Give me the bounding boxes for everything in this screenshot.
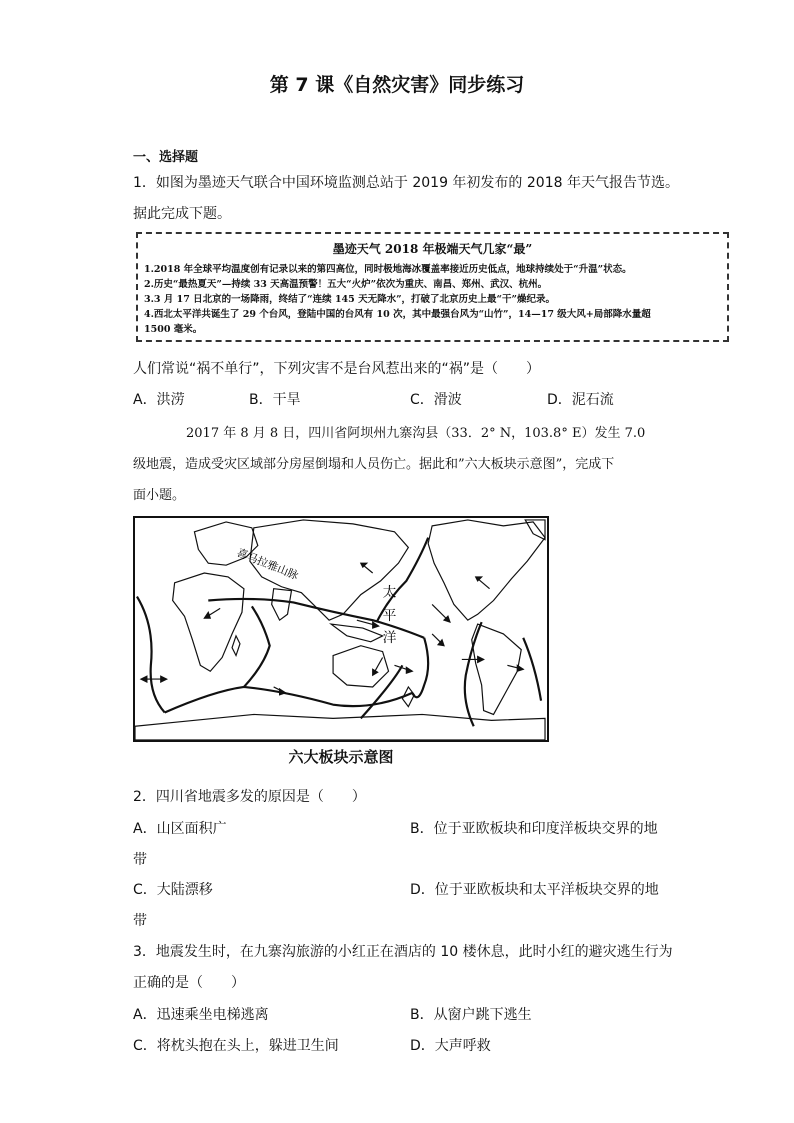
q2-option-d[interactable]: D．位于亚欧板块和太平洋板块交界的地 bbox=[410, 882, 659, 898]
weather-report-item: 3.3 月 17 日北京的一场降雨，终结了“连续 145 天无降水”，打破了北京历史上最“干”燥纪录。 bbox=[144, 294, 555, 305]
q3-option-c[interactable]: C．将枕头抱在头上，躲进卫生间 bbox=[133, 1038, 339, 1054]
weather-report-item: 1.2018 年全球平均温度创有记录以来的第四高位，同时极地海冰覆盖率接近历史低点，地球持续处于“升温”状态。 bbox=[144, 264, 632, 275]
q1-stem-line1: 1．如图为墨迹天气联合中国环境监测总站于 2019 年初发布的 2018 年天气报告节选。 bbox=[133, 175, 679, 191]
q1-option-d[interactable]: D．泥石流 bbox=[547, 392, 614, 408]
pacific-label-1: 太 bbox=[382, 584, 397, 601]
passage-line2: 级地震，造成受灾区域部分房屋倒塌和人员伤亡。据此和”六大板块示意图”，完成下 bbox=[133, 457, 615, 472]
q2-option-b-wrap: 带 bbox=[133, 852, 147, 868]
passage-line1: 2017 年 8 月 8 日，四川省阿坝州九寨沟县（33．2° N，103.8° E）发生 7.0 bbox=[186, 426, 646, 441]
q3-option-d[interactable]: D．大声呼救 bbox=[410, 1038, 491, 1054]
himalaya-label: 喜马拉雅山脉 bbox=[234, 546, 301, 583]
q1-stem-line2: 据此完成下题。 bbox=[133, 206, 231, 222]
q2-question: 2．四川省地震多发的原因是（ ） bbox=[133, 789, 366, 805]
weather-report-item: 4.西北太平洋共诞生了 29 个台风，登陆中国的台风有 10 次，其中最强台风为“山竹”，14—17 级大风+局部降水量超 bbox=[144, 309, 651, 320]
q1-option-c[interactable]: C．滑波 bbox=[410, 392, 462, 408]
q3-option-b[interactable]: B．从窗户跳下逃生 bbox=[410, 1007, 532, 1023]
q3-stem-line2: 正确的是（ ） bbox=[133, 975, 245, 991]
page-title: 第 7 课《自然灾害》同步练习 bbox=[269, 74, 525, 96]
q3-stem-line1: 3．地震发生时，在九寨沟旅游的小红正在酒店的 10 楼休息，此时小红的避灾逃生行为 bbox=[133, 944, 673, 960]
pacific-label-2: 平 bbox=[382, 608, 397, 625]
section-heading: 一、选择题 bbox=[133, 150, 199, 165]
weather-report-item: 2.历史“最热夏天”—持续 33 天高温预警！五大“火炉”依次为重庆、南昌、郑州、武汉、杭州。 bbox=[144, 279, 548, 290]
q2-option-c[interactable]: C．大陆漂移 bbox=[133, 882, 213, 898]
weather-report-box bbox=[136, 232, 729, 342]
q1-option-b[interactable]: B．干旱 bbox=[249, 392, 301, 408]
q2-option-b[interactable]: B．位于亚欧板块和印度洋板块交界的地 bbox=[410, 821, 658, 837]
q2-option-a[interactable]: A．山区面积广 bbox=[133, 821, 227, 837]
pacific-label-3: 洋 bbox=[382, 629, 397, 646]
map-caption: 六大板块示意图 bbox=[288, 748, 394, 766]
q1-question: 人们常说“祸不单行”，下列灾害不是台风惹出来的“祸”是（ ） bbox=[133, 361, 541, 377]
q1-option-a[interactable]: A．洪涝 bbox=[133, 392, 185, 408]
passage-line3: 面小题。 bbox=[133, 488, 186, 503]
q3-option-a[interactable]: A．迅速乘坐电梯逃离 bbox=[133, 1007, 269, 1023]
weather-report-item: 1500 毫米。 bbox=[144, 324, 203, 335]
six-plates-map bbox=[133, 516, 549, 742]
weather-report-title: 墨迹天气 2018 年极端天气几家“最” bbox=[332, 242, 533, 256]
q2-option-d-wrap: 带 bbox=[133, 913, 147, 929]
